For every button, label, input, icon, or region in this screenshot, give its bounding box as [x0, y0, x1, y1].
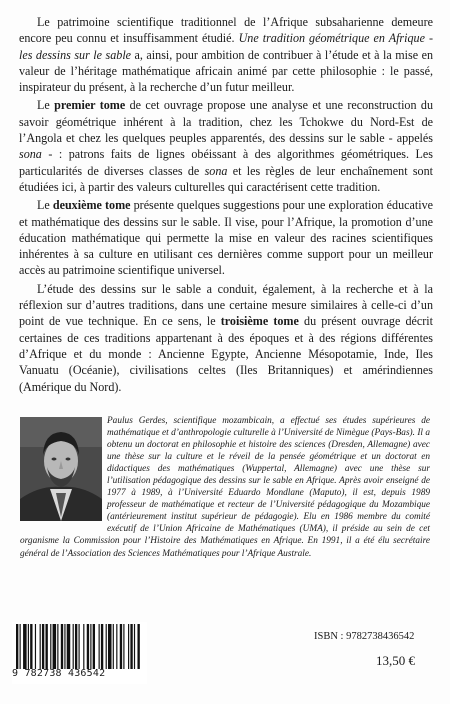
photo-spacer — [20, 415, 107, 524]
barcode-bar — [116, 624, 117, 669]
barcode-bar — [101, 624, 103, 669]
barcode-bar — [67, 624, 71, 669]
blurb-text — [19, 14, 433, 397]
sona-term: sona — [19, 147, 42, 162]
paragraph-text: a, ainsi, pour ambition de contribuer à l’étude et à la mise en valeur de l’héritage mathématique africain animé par cette philosophie : le passé, inspirateur du présent, à la recherche d’un futur meilleur. — [19, 47, 433, 95]
paragraph-intro — [19, 14, 433, 95]
barcode-digits: 9 782738 436542 — [12, 668, 106, 679]
isbn-label: ISBN : 9782738436542 — [314, 631, 415, 642]
barcode-bar — [40, 624, 41, 669]
barcode-bar — [123, 624, 124, 669]
tome-2-label: deuxième tome — [52, 198, 131, 213]
barcode-bar — [137, 624, 139, 669]
barcode-bar — [50, 624, 51, 669]
barcode-bar — [57, 624, 58, 669]
paragraph-tome-1 — [19, 97, 433, 195]
paragraph-text: Le — [37, 98, 55, 113]
paragraph-text: du présent ouvrage décrit certaines de ces traditions appartenant à des époques et à des régions différentes d’Afrique et du monde : Ancienne Egypte, Ancienne Mésopotamie, Inde, Iles Vanuatu (Océanie), civilisations celtes (Iles Britanniques) et amérindiennes (Amérique du Nord). — [19, 314, 434, 394]
paragraph-text: - : patrons faits de lignes obéissant à des algorithmes géométriques. Les particularités de diverses classes de — [19, 147, 433, 178]
paragraph-tome-2 — [19, 197, 433, 278]
paragraph-text: présente quelques suggestions pour une exploration éducative et mathématique des dessins sur le sable. Il vise, pour l’Afrique, la promotion d’une éducation mathématique qui permette la mise en valeur des racines scientifiques inhérentes à sa culture en utilisant ces dernières comme support pour un meilleur accès au patrimoine scientifique universel. — [19, 198, 433, 278]
barcode-bar — [128, 624, 129, 669]
barcode-bar — [120, 624, 122, 669]
tome-3-label: troisième tome — [220, 314, 299, 329]
barcode-bar — [130, 624, 132, 669]
barcode-bar — [113, 624, 114, 669]
barcode-bar — [53, 624, 57, 669]
barcode-bar — [64, 624, 65, 669]
barcode-bar — [79, 624, 80, 669]
tome-1-label: premier tome — [54, 98, 126, 113]
barcode-bar — [134, 624, 135, 669]
paragraph-text: Le — [37, 198, 53, 213]
barcode-bar — [23, 624, 27, 669]
barcode-bar — [28, 624, 29, 669]
barcode-bar — [90, 624, 91, 669]
barcode-bar — [35, 624, 36, 669]
barcode-bar — [73, 624, 74, 669]
barcode-bar — [106, 624, 107, 669]
barcode-bar — [108, 624, 112, 669]
barcode-bar — [83, 624, 84, 669]
book-title-italic: Une tradition géométrique en Afrique - les dessins sur le sable — [19, 31, 433, 62]
barcode-bar — [61, 624, 63, 669]
barcode-bar — [20, 624, 21, 669]
barcode-bar — [45, 624, 47, 669]
paragraph-tome-3 — [19, 281, 433, 395]
barcode-bar — [16, 624, 18, 669]
barcode-bar — [93, 624, 95, 669]
barcode-bar — [75, 624, 77, 669]
barcode-bar — [87, 624, 89, 669]
paragraph-text: L’étude des dessins sur le sable a conduit, également, à la recherche et à la réflexion sur d’autres traditions, dans une certaine mesure similaires à celle-ci d’un point de vue technique. En ce sens, le — [19, 281, 433, 329]
paragraph-text: de cet ouvrage propose une analyse et une reconstruction du savoir géométrique inhérent à la tradition, chez les Tchokwe du Nord-Est de l’Angola et chez les quelques peuples apparentés, des dessins sur le sable - appelés — [19, 98, 433, 146]
barcode-bar — [99, 624, 100, 669]
barcode-bar — [30, 624, 32, 669]
paragraph-text: et les règles de leur enchaînement sont étudiées ici, à partir des valeurs culturelles qui caractérisent cette tradition. — [19, 163, 433, 194]
barcode-bar — [42, 624, 44, 669]
barcode — [12, 622, 147, 684]
sona-term: sona — [204, 163, 228, 178]
author-bio — [20, 415, 430, 560]
barcode-bars — [16, 624, 141, 669]
paragraph-text: Le patrimoine scientifique traditionnel de l’Afrique subsaharienne demeure encore peu connu et insuffisamment étudié. — [19, 15, 433, 46]
author-bio-text: Paulus Gerdes, scientifique mozambicain, a effectué ses études supérieures de mathématique et d’anthropologie culturelle à l’Université de Nimègue (Pays-Bas). Il a obtenu un doctorat en philosophie et histoire des sciences (Dresden, Allemagne) avec une thèse sur la culture et le réveil de la pensée géométrique et un doctorat en didactiques des mathématiques (Wuppertal, Allemagne) avec une thèse sur l’utilisation pédagogique des dessins sur le sable en Afrique. Après avoir enseigné de 1977 à 1989, à l’Université Eduardo Mondlane (Maputo), il est, depuis 1989 professeur de mathématique et recteur de l’Université pédagogique du Mozambique (antérieurement institut supérieur de pédagogie). Elu en 1986 membre du comité exécutif de l’Union Africaine de Mathématiques (UMA), il préside au sein de cet organisme la Commission pour l’Histoire des Mathématiques en Afrique. En 1991, il a été élu secrétaire général de l’Association des Sciences Mathématiques pour l’Afrique Australe. — [20, 416, 430, 559]
price-label: 13,50 € — [376, 653, 415, 668]
